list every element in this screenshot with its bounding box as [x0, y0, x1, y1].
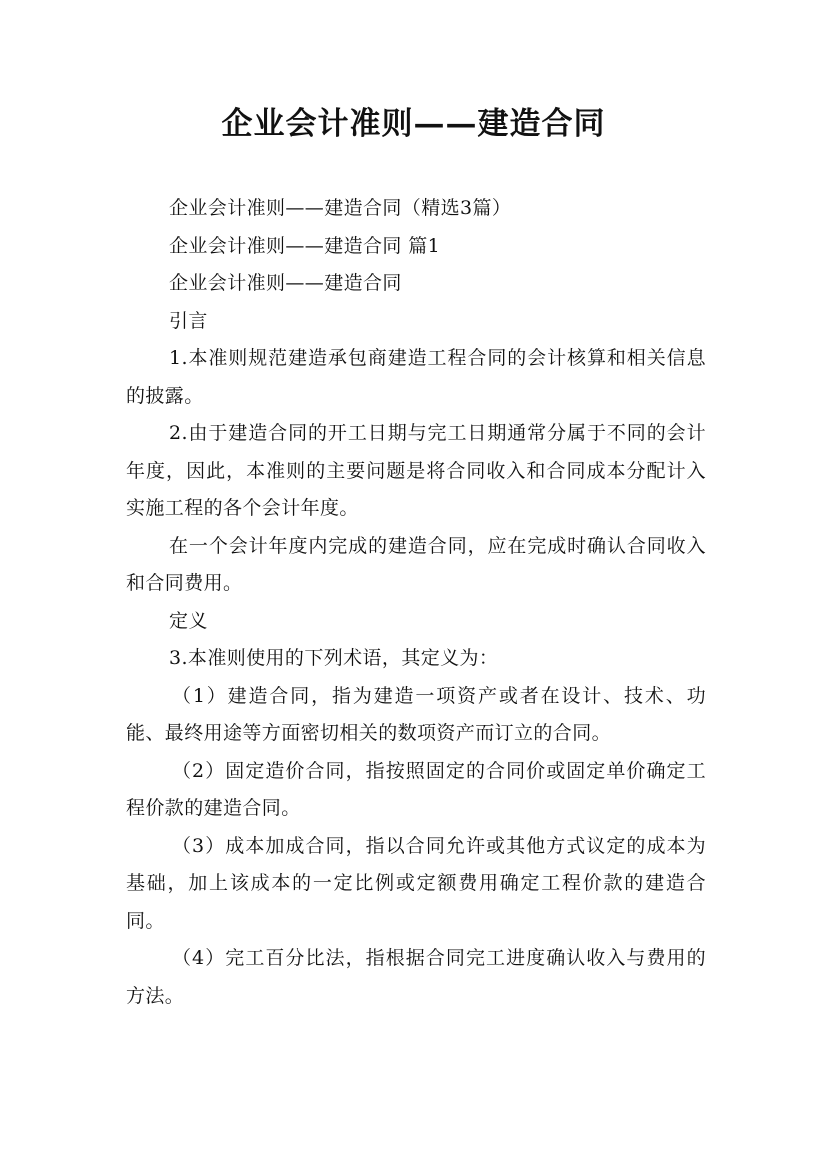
paragraph-subtitle-part1: 企业会计准则——建造合同 篇1 — [169, 234, 441, 257]
section-heading-intro: 引言 — [169, 309, 208, 332]
paragraph-heading-standard: 企业会计准则——建造合同 — [169, 272, 402, 294]
paragraph-subtitle-selection: 企业会计准则——建造合同（精选3篇） — [169, 197, 512, 219]
paragraph-clause-2-note: 在一个会计年度内完成的建造合同，应在完成时确认合同收入和合同费用。 — [126, 534, 706, 594]
paragraph-clause-2: 2.由于建造合同的开工日期与完工日期通常分属于不同的会计年度，因此，本准则的主要问题是将合同收入和合同成本分配计入实施工程的各个会计年度。 — [126, 422, 706, 519]
definition-item-2: （2）固定造价合同，指按照固定的合同价或固定单价确定工程价款的建造合同。 — [126, 759, 706, 819]
definition-item-1: （1）建造合同，指为建造一项资产或者在设计、技术、功能、最终用途等方面密切相关的数项资产而订立的合同。 — [126, 684, 706, 744]
paragraph-clause-3: 3.本准则使用的下列术语，其定义为： — [169, 647, 499, 669]
section-heading-definitions: 定义 — [169, 609, 208, 632]
definition-item-3: （3）成本加成合同，指以合同允许或其他方式议定的成本为基础，加上该成本的一定比例或定额费用确定工程价款的建造合同。 — [126, 834, 706, 932]
definition-item-4: （4）完工百分比法，指根据合同完工进度确认收入与费用的方法。 — [126, 947, 706, 1007]
paragraph-clause-1: 1.本准则规范建造承包商建造工程合同的会计核算和相关信息的披露。 — [126, 347, 706, 407]
document-body — [126, 190, 706, 1015]
document-title: 企业会计准则——建造合同 — [221, 106, 606, 142]
